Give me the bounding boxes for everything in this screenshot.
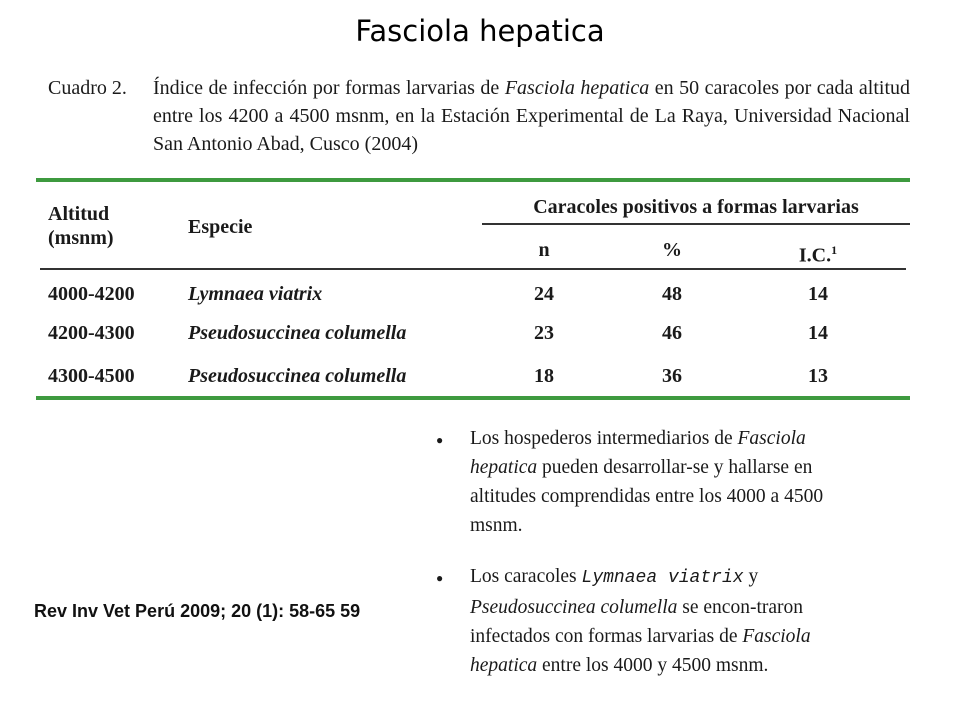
cell-percent: 46 [662, 322, 682, 344]
caption-label: Cuadro 2. [48, 77, 127, 99]
header-n: n [538, 239, 550, 261]
cell-n: 23 [534, 322, 554, 344]
header-ic: I.C.$^1$ [798, 243, 838, 267]
cell-n: 18 [534, 365, 554, 387]
cell-altitud: 4000-4200 [48, 283, 135, 305]
cell-altitud: 4300-4500 [48, 365, 135, 387]
caption-text: Índice de infección por formas larvarias de Fasciola hepatica en 50 caracoles por cada altitud entre los 4200 a 4500 msnm, en la Estación Experimental de La Raya, Universidad Nacional San Antonio Abad, Cusco (2004) [153, 77, 911, 155]
group-underline [482, 223, 910, 225]
header-percent: % [662, 239, 682, 261]
header-rule [40, 268, 906, 270]
bullet-icon: ● [436, 571, 444, 585]
cell-ic: 14 [808, 283, 828, 305]
cell-altitud: 4200-4300 [48, 322, 135, 344]
bullet-icon: ● [436, 433, 444, 447]
cell-especie: Pseudosuccinea columella [188, 322, 407, 344]
cell-especie: Lymnaea viatrix [188, 283, 323, 305]
cell-especie: Pseudosuccinea columella [188, 365, 407, 387]
slide-title: Fasciola hepatica [355, 14, 605, 48]
bullet-item: ● Los hospederos intermediarios de Fasciola hepatica pueden desarrollar-se y hallarse en altitudes comprendidas entre los 4000 a 4500 msnm. [436, 428, 824, 536]
cell-percent: 48 [662, 283, 682, 305]
cell-n: 24 [534, 283, 554, 305]
table-bottom-rule [36, 396, 910, 400]
data-table [36, 178, 910, 402]
header-altitud: Altitud (msnm) [48, 203, 114, 249]
cell-percent: 36 [662, 365, 682, 387]
header-especie: Especie [188, 216, 253, 238]
table-top-rule [36, 178, 910, 182]
bullet-item: ● Los caracoles Lymnaea viatrix y Pseudosuccinea columella se encon-traron infectados con formas larvarias de Fasciola hepatica entre los 4000 y 4500 msnm. [436, 566, 811, 676]
cell-ic: 13 [808, 365, 828, 387]
cell-ic: 14 [808, 322, 828, 344]
table-caption [48, 74, 910, 158]
bullet-list [436, 424, 836, 702]
header-group: Caracoles positivos a formas larvarias [533, 196, 859, 218]
reference-citation: Rev Inv Vet Perú 2009; 20 (1): 58-65 59 [34, 601, 361, 621]
